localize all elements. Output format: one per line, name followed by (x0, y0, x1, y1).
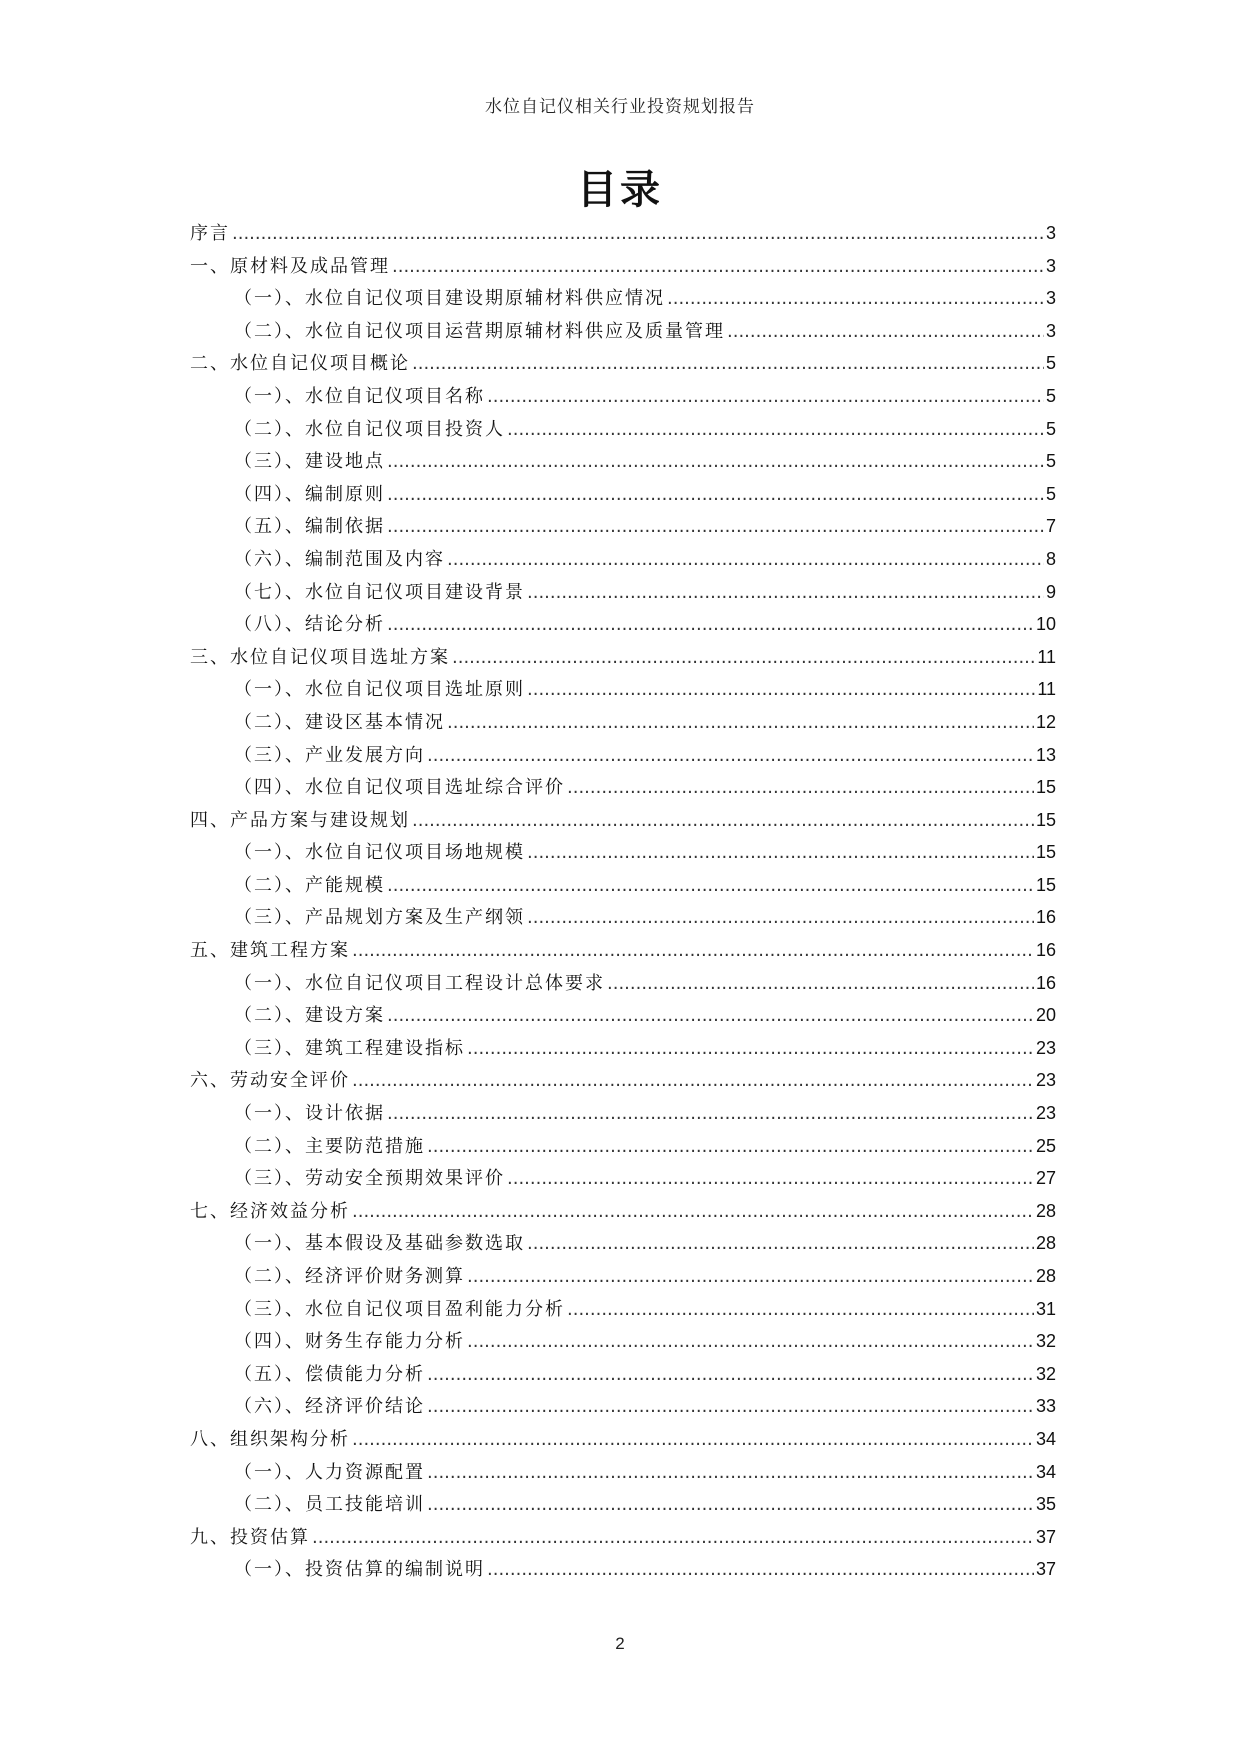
toc-entry-title: 一、原材料及成品管理 (190, 255, 390, 277)
toc-entry-page: 15 (1035, 809, 1056, 830)
toc-entry-page: 23 (1035, 1037, 1056, 1058)
table-of-contents (190, 217, 1056, 1586)
toc-section-entry[interactable] (190, 1162, 1056, 1195)
toc-section-entry[interactable] (190, 999, 1056, 1032)
toc-chapter-entry[interactable] (190, 1064, 1056, 1097)
toc-dot-leader (467, 1326, 1034, 1359)
toc-section-entry[interactable] (190, 1358, 1056, 1391)
toc-entry-page: 3 (1045, 288, 1056, 309)
toc-entry-page: 28 (1035, 1266, 1056, 1286)
toc-section-entry[interactable] (190, 1260, 1056, 1293)
toc-entry-page: 34 (1035, 1428, 1056, 1449)
toc-chapter-entry[interactable] (190, 217, 1056, 250)
toc-entry-page: 27 (1035, 1168, 1056, 1189)
toc-dot-leader (567, 772, 1034, 805)
toc-entry-page: 11 (1037, 646, 1056, 667)
toc-entry-page: 12 (1035, 711, 1056, 732)
toc-entry-title: 九、投资估算 (190, 1526, 310, 1548)
toc-dot-leader (507, 1163, 1034, 1196)
toc-entry-page: 15 (1035, 874, 1056, 895)
toc-entry-page: 5 (1045, 451, 1056, 472)
toc-dot-leader (427, 1489, 1034, 1522)
toc-section-entry[interactable] (190, 1032, 1056, 1065)
toc-entry-title: 序言 (190, 223, 230, 244)
toc-entry-title: （一）、基本假设及基础参数选取 (234, 1233, 525, 1255)
toc-entry-title: （三）、建筑工程建设指标 (234, 1037, 465, 1059)
toc-entry-title: （二）、员工技能培训 (234, 1494, 425, 1516)
toc-chapter-entry[interactable] (190, 250, 1056, 283)
toc-section-entry[interactable] (190, 576, 1056, 609)
toc-section-entry[interactable] (190, 673, 1056, 706)
toc-dot-leader (527, 1228, 1034, 1261)
toc-dot-leader (352, 1196, 1034, 1229)
toc-entry-page: 33 (1035, 1396, 1056, 1417)
toc-entry-page: 37 (1035, 1526, 1056, 1547)
toc-section-entry[interactable] (190, 478, 1056, 511)
toc-dot-leader (527, 577, 1044, 610)
toc-chapter-entry[interactable] (190, 1521, 1056, 1554)
toc-entry-title: （六）、经济评价结论 (234, 1396, 425, 1418)
toc-dot-leader (387, 870, 1034, 903)
toc-section-entry[interactable] (190, 901, 1056, 934)
toc-chapter-entry[interactable] (190, 641, 1056, 674)
toc-section-entry[interactable] (190, 771, 1056, 804)
toc-dot-leader (387, 446, 1044, 479)
toc-entry-page: 25 (1035, 1135, 1056, 1156)
toc-dot-leader (427, 1131, 1034, 1164)
toc-entry-title: 七、经济效益分析 (190, 1200, 350, 1222)
running-header: 水位自记仪相关行业投资规划报告 (485, 97, 755, 117)
toc-entry-page: 37 (1035, 1559, 1056, 1580)
toc-entry-title: （八）、结论分析 (234, 614, 385, 636)
toc-entry-page: 3 (1045, 320, 1056, 341)
toc-dot-leader (527, 902, 1034, 935)
toc-entry-title: （四）、编制原则 (234, 483, 385, 505)
toc-section-entry[interactable] (190, 706, 1056, 739)
toc-entry-title: 五、建筑工程方案 (190, 940, 350, 962)
toc-entry-page: 28 (1035, 1200, 1056, 1221)
toc-entry-page: 3 (1045, 255, 1056, 276)
toc-section-entry[interactable] (190, 380, 1056, 413)
toc-dot-leader (387, 479, 1044, 512)
toc-entry-title: （三）、产业发展方向 (234, 744, 425, 766)
toc-entry-page: 23 (1035, 1103, 1056, 1124)
toc-section-entry[interactable] (190, 1227, 1056, 1260)
toc-entry-title: （一）、水位自记仪项目选址原则 (234, 679, 525, 701)
toc-dot-leader (392, 251, 1044, 284)
toc-section-entry[interactable] (190, 1553, 1056, 1586)
toc-title: 目录 (577, 167, 663, 213)
toc-entry-page: 35 (1035, 1494, 1056, 1515)
toc-dot-leader (427, 1457, 1034, 1490)
toc-dot-leader (727, 316, 1044, 349)
toc-entry-title: （一）、水位自记仪项目场地规模 (234, 842, 525, 864)
toc-entry-page: 5 (1045, 418, 1056, 439)
toc-dot-leader (452, 642, 1035, 675)
toc-entry-title: （三）、劳动安全预期效果评价 (234, 1168, 505, 1190)
toc-dot-leader (352, 1065, 1034, 1098)
toc-dot-leader (567, 1294, 1034, 1327)
toc-entry-page: 11 (1037, 679, 1056, 700)
toc-chapter-entry[interactable] (190, 1195, 1056, 1228)
toc-entry-title: （三）、建设地点 (234, 451, 385, 473)
toc-entry-title: （二）、主要防范措施 (234, 1135, 425, 1157)
toc-entry-page: 15 (1035, 777, 1056, 798)
toc-dot-leader (352, 935, 1034, 968)
toc-entry-page: 5 (1045, 385, 1056, 406)
toc-dot-leader (387, 609, 1034, 642)
toc-dot-leader (487, 1554, 1034, 1587)
toc-section-entry[interactable] (190, 836, 1056, 869)
toc-section-entry[interactable] (190, 413, 1056, 446)
toc-dot-leader (467, 1033, 1034, 1066)
toc-entry-page: 7 (1045, 516, 1056, 537)
toc-entry-page: 16 (1035, 972, 1056, 993)
toc-dot-leader (427, 1391, 1034, 1424)
toc-entry-page: 28 (1035, 1233, 1056, 1254)
toc-dot-leader (467, 1261, 1034, 1294)
toc-entry-title: （五）、偿债能力分析 (234, 1363, 425, 1385)
toc-dot-leader (447, 707, 1034, 740)
toc-entry-title: （五）、编制依据 (234, 516, 385, 538)
toc-entry-title: 八、组织架构分析 (190, 1428, 350, 1450)
toc-dot-leader (352, 1424, 1034, 1457)
toc-entry-title: （四）、水位自记仪项目选址综合评价 (234, 777, 565, 799)
toc-entry-title: （二）、建设区基本情况 (234, 711, 445, 733)
toc-entry-page: 23 (1035, 1070, 1056, 1091)
toc-section-entry[interactable] (190, 510, 1056, 543)
toc-chapter-entry[interactable] (190, 1423, 1056, 1456)
toc-entry-page: 3 (1045, 223, 1056, 243)
toc-entry-page: 10 (1035, 614, 1056, 635)
toc-dot-leader (527, 837, 1034, 870)
toc-dot-leader (232, 218, 1044, 251)
toc-section-entry[interactable] (190, 1456, 1056, 1489)
toc-entry-title: （二）、水位自记仪项目投资人 (234, 418, 505, 440)
toc-dot-leader (412, 348, 1044, 381)
toc-entry-title: （一）、投资估算的编制说明 (234, 1559, 485, 1581)
toc-entry-page: 8 (1045, 548, 1056, 569)
toc-entry-title: （一）、水位自记仪项目工程设计总体要求 (234, 972, 605, 994)
toc-section-entry[interactable] (190, 1390, 1056, 1423)
toc-dot-leader (487, 381, 1044, 414)
toc-dot-leader (667, 283, 1044, 316)
toc-entry-title: （二）、经济评价财务测算 (234, 1266, 465, 1287)
toc-dot-leader (447, 544, 1044, 577)
toc-section-entry[interactable] (190, 1488, 1056, 1521)
toc-chapter-entry[interactable] (190, 347, 1056, 380)
toc-entry-title: （一）、水位自记仪项目名称 (234, 385, 485, 407)
toc-entry-page: 32 (1035, 1363, 1056, 1384)
toc-section-entry[interactable] (190, 315, 1056, 348)
toc-section-entry[interactable] (190, 445, 1056, 478)
toc-section-entry[interactable] (190, 1130, 1056, 1163)
toc-section-entry[interactable] (190, 543, 1056, 576)
toc-dot-leader (427, 740, 1034, 773)
toc-section-entry[interactable] (190, 967, 1056, 1000)
toc-entry-title: （一）、设计依据 (234, 1103, 385, 1125)
toc-dot-leader (607, 968, 1034, 1001)
toc-entry-title: （七）、水位自记仪项目建设背景 (234, 581, 525, 603)
toc-dot-leader (387, 511, 1044, 544)
toc-entry-page: 9 (1045, 581, 1056, 602)
toc-dot-leader (412, 805, 1034, 838)
toc-entry-page: 5 (1045, 353, 1056, 374)
toc-dot-leader (387, 1098, 1034, 1131)
toc-section-entry[interactable] (190, 1097, 1056, 1130)
toc-entry-title: （六）、编制范围及内容 (234, 548, 445, 570)
toc-dot-leader (507, 414, 1044, 447)
toc-section-entry[interactable] (190, 608, 1056, 641)
toc-dot-leader (527, 674, 1035, 707)
toc-section-entry[interactable] (190, 1325, 1056, 1358)
toc-entry-title: （二）、产能规模 (234, 874, 385, 896)
toc-section-entry[interactable] (190, 1293, 1056, 1326)
toc-entry-title: 六、劳动安全评价 (190, 1070, 350, 1092)
toc-chapter-entry[interactable] (190, 804, 1056, 837)
toc-entry-title: （一）、人力资源配置 (234, 1461, 425, 1483)
toc-entry-page: 16 (1035, 940, 1056, 961)
toc-entry-title: （二）、水位自记仪项目运营期原辅材料供应及质量管理 (234, 320, 725, 342)
toc-entry-page: 15 (1035, 842, 1056, 863)
toc-entry-title: （四）、财务生存能力分析 (234, 1331, 465, 1353)
toc-entry-page: 31 (1035, 1298, 1056, 1319)
toc-entry-title: （三）、水位自记仪项目盈利能力分析 (234, 1298, 565, 1320)
toc-entry-page: 34 (1035, 1461, 1056, 1482)
toc-entry-page: 32 (1035, 1331, 1056, 1352)
toc-entry-title: 三、水位自记仪项目选址方案 (190, 646, 450, 668)
toc-entry-title: （一）、水位自记仪项目建设期原辅材料供应情况 (234, 288, 665, 310)
toc-entry-title: 二、水位自记仪项目概论 (190, 353, 410, 375)
toc-entry-title: （二）、建设方案 (234, 1005, 385, 1027)
toc-dot-leader (312, 1522, 1034, 1555)
toc-entry-title: （三）、产品规划方案及生产纲领 (234, 907, 525, 929)
toc-entry-page: 16 (1035, 907, 1056, 928)
toc-entry-page: 13 (1035, 744, 1056, 765)
toc-entry-title: 四、产品方案与建设规划 (190, 809, 410, 831)
page-number: 2 (615, 1634, 625, 1653)
toc-section-entry[interactable] (190, 739, 1056, 772)
toc-entry-page: 5 (1045, 483, 1056, 504)
toc-entry-page: 20 (1035, 1005, 1056, 1026)
toc-section-entry[interactable] (190, 282, 1056, 315)
toc-dot-leader (387, 1000, 1034, 1033)
toc-dot-leader (427, 1359, 1034, 1392)
toc-section-entry[interactable] (190, 869, 1056, 902)
toc-chapter-entry[interactable] (190, 934, 1056, 967)
